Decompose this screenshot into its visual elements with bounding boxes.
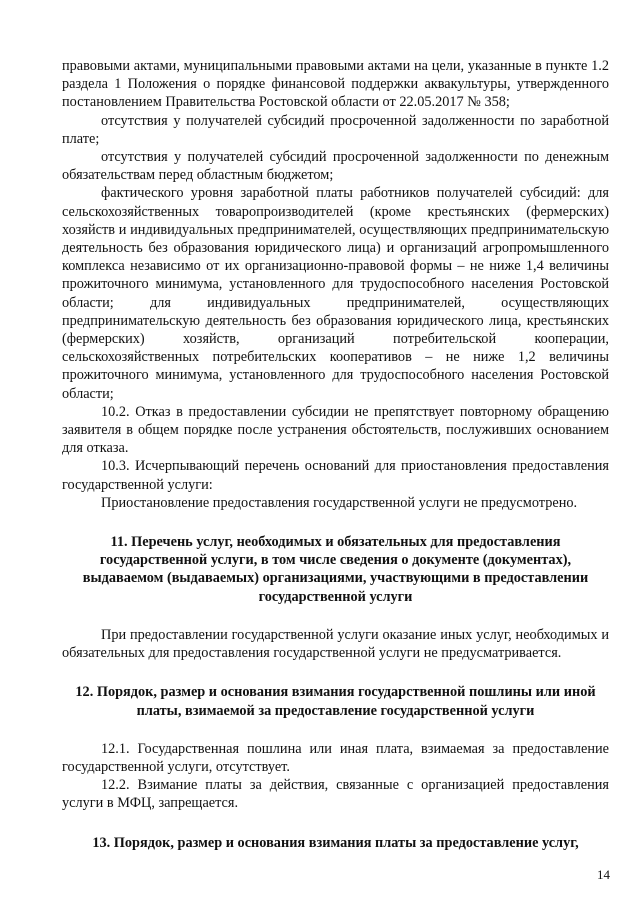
continuation-paragraph: правовыми актами, муниципальными правовыми актами на цели, указанные в пункте 1.2 раздела 1 Положения о порядке финансовой поддержки аквакультуры, утвержденного постановлением Правительства Ростовской области от 22.05.2017 № 358;	[62, 58, 609, 111]
clause-10-2: 10.2. Отказ в предоставлении субсидии не препятствует повторному обращению заявителя в общем порядке после устранения обстоятельств, послуживших основанием для отказа.	[62, 403, 609, 457]
clause-12-1: 12.1. Государственная пошлина или иная плата, взимаемая за предоставление государственной услуги, отсутствует.	[62, 740, 609, 775]
condition-wage-level: фактического уровня заработной платы работников получателей субсидий: для сельскохозяйственных товаропроизводителей (кроме крестьянских (фермерских) хозяйств и индивидуальных предпринимателей, осуществляющих предпринимательскую деятельность без образования юридического лица) и организаций агропромышленного комплекса независимо от их организационно-правовой формы – не ниже 1,4 величины прожиточного минимума, установленного для трудоспособного населения Ростовской области; для индивидуальных предпринимателей, осуществляющих предпринимательскую деятельность без образования юридического лица, крестьянских (фермерских) хозяйств, организаций потребительской кооперации, сельскохозяйственных потребительских кооперативов – не ниже 1,2 величины прожиточного минимума, установленного для трудоспособного населения Ростовской области;	[62, 185, 609, 402]
section-11-heading: 11. Перечень услуг, необходимых и обязательных для предоставления государственной услуги, в том числе сведения о документе (документах), выдаваемом (выдаваемых) организациями, участвующими в предоставлении государственной услуги	[82, 534, 589, 605]
condition-no-wage-arrears: отсутствия у получателей субсидий просроченной задолженности по заработной плате;	[62, 112, 609, 147]
section-13-heading: 13. Порядок, размер и основания взимания платы за предоставление услуг,	[92, 834, 579, 851]
spacer	[62, 512, 609, 533]
spacer	[62, 813, 609, 834]
suspension-not-provided: Приостановление предоставления государственной услуги не предусмотрено.	[101, 494, 578, 511]
spacer	[62, 606, 609, 626]
clause-12-2: 12.2. Взимание платы за действия, связанные с организацией предоставления услуги в МФЦ, запрещается.	[62, 777, 609, 812]
clause-10-3: 10.3. Исчерпывающий перечень оснований для приостановления предоставления государственной услуги:	[62, 458, 609, 493]
spacer	[62, 662, 609, 683]
spacer	[62, 720, 609, 740]
page-number: 14	[597, 867, 610, 882]
section-12-heading: 12. Порядок, размер и основания взимания государственной пошлины или иной платы, взимаемой за предоставление государственной услуги	[75, 684, 596, 719]
document-body	[62, 57, 609, 852]
condition-no-budget-arrears: отсутствия у получателей субсидий просроченной задолженности по денежным обязательствам перед областным бюджетом;	[62, 149, 609, 184]
section-11-paragraph: При предоставлении государственной услуги оказание иных услуг, необходимых и обязательных для предоставления государственной услуги не предусматривается.	[62, 626, 609, 662]
